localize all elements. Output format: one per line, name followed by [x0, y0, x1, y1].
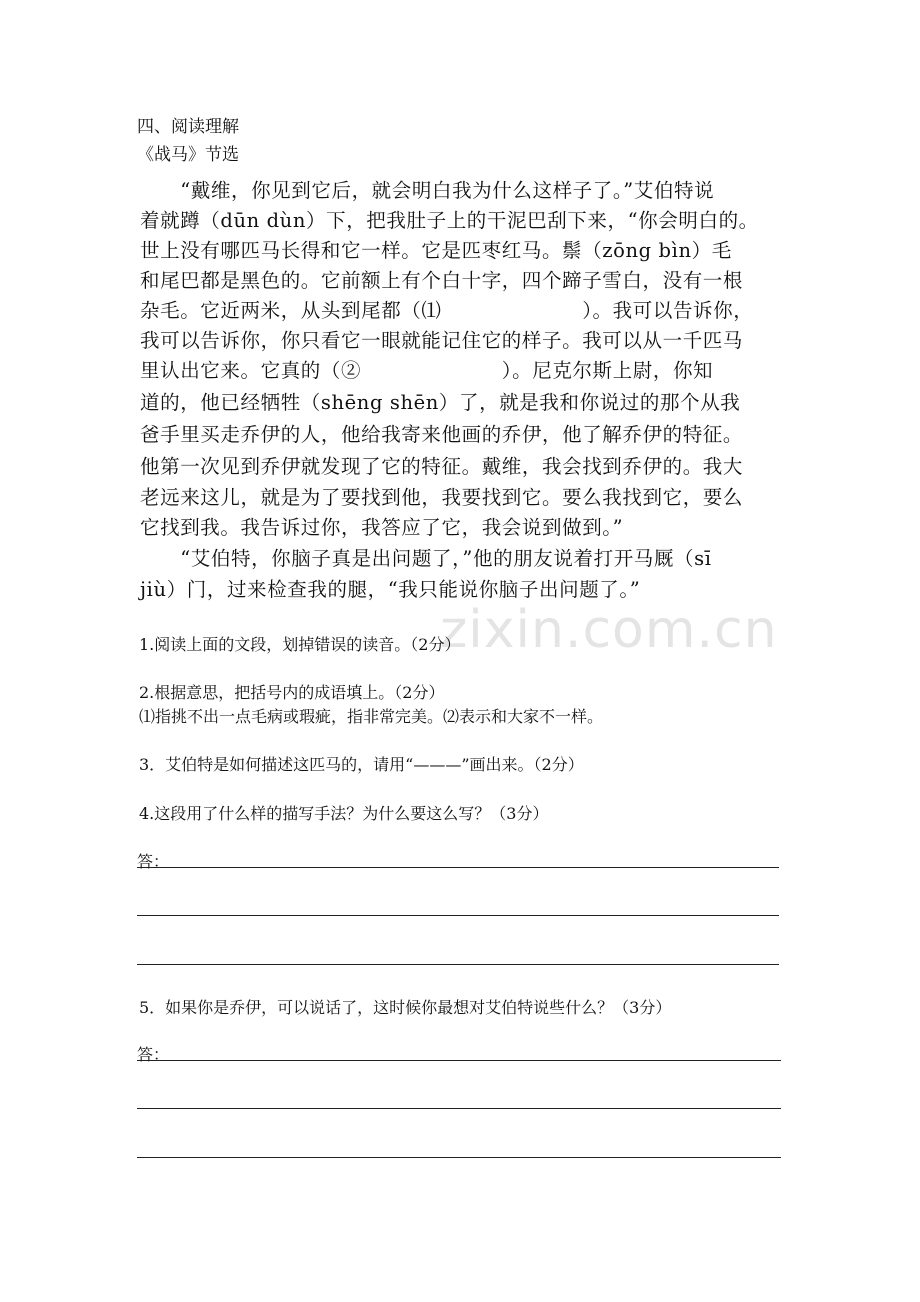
passage-line: 和尾巴都是黑色的。它前额上有个白十字，四个蹄子雪白，没有一根	[140, 269, 744, 292]
passage-line: 杂毛。它近两米，从头到尾都（⑴ ）。我可以告诉你，	[140, 299, 754, 322]
answer-label-5: 答：	[137, 1045, 170, 1064]
answer-line[interactable]	[137, 915, 779, 916]
answer-line[interactable]	[137, 867, 779, 868]
passage-line: 我可以告诉你，你只看它一眼就能记住它的样子。我可以从一千匹马	[140, 329, 744, 352]
passage-line: 着就蹲（dūn dùn）下，把我肚子上的干泥巴刮下来，“你会明白的。	[140, 209, 759, 232]
question-3: 3．艾伯特是如何描述这匹马的，请用“———”画出来。（2分）	[139, 755, 584, 774]
passage-line: 爸手里买走乔伊的人，他给我寄来他画的乔伊，他了解乔伊的特征。	[140, 423, 744, 446]
answer-line[interactable]	[137, 1060, 781, 1061]
passage-line: jiù）门，过来检查我的腿，“我只能说你脑子出问题了。”	[140, 578, 641, 601]
answer-line[interactable]	[137, 1157, 781, 1158]
passage-line: 它找到我。我告诉过你，我答应了它，我会说到做到。”	[140, 516, 624, 539]
section-title: 四、阅读理解	[137, 117, 239, 137]
answer-label-4: 答：	[137, 852, 170, 871]
watermark: zixin.com.cn	[440, 600, 778, 660]
passage-line: 老远来这儿，就是为了要找到他，我要找到它。要么我找到它，要么	[140, 486, 744, 509]
question-1: 1.阅读上面的文段，划掉错误的读音。（2分）	[139, 635, 461, 654]
question-2: 2.根据意思，把括号内的成语填上。（2分）	[139, 683, 445, 702]
passage-line: 他第一次见到乔伊就发现了它的特征。戴维，我会找到乔伊的。我大	[140, 455, 744, 478]
question-2-hint: ⑴指挑不出一点毛病或瑕疵，指非常完美。⑵表示和大家不一样。	[139, 707, 604, 726]
question-4: 4.这段用了什么样的描写手法？为什么要这么写？（3分）	[139, 804, 549, 823]
passage-line: “艾伯特，你脑子真是出问题了，”他的朋友说着打开马厩（sī	[140, 547, 712, 570]
passage-line: 道的，他已经牺牲（shēng shēn）了，就是我和你说过的那个从我	[140, 391, 741, 414]
passage-line: “戴维，你见到它后，就会明白我为什么这样子了。”艾伯特说	[140, 179, 715, 202]
answer-line[interactable]	[137, 1108, 781, 1109]
passage-line: 里认出它来。它真的（② ）。尼克尔斯上尉，你知	[140, 359, 714, 382]
passage-title: 《战马》节选	[137, 145, 239, 165]
answer-line[interactable]	[137, 964, 779, 965]
passage-line: 世上没有哪匹马长得和它一样。它是匹枣红马。鬃（zōng bìn）毛	[140, 239, 732, 262]
question-5: 5．如果你是乔伊，可以说话了，这时候你最想对艾伯特说些什么？（3分）	[139, 998, 672, 1017]
